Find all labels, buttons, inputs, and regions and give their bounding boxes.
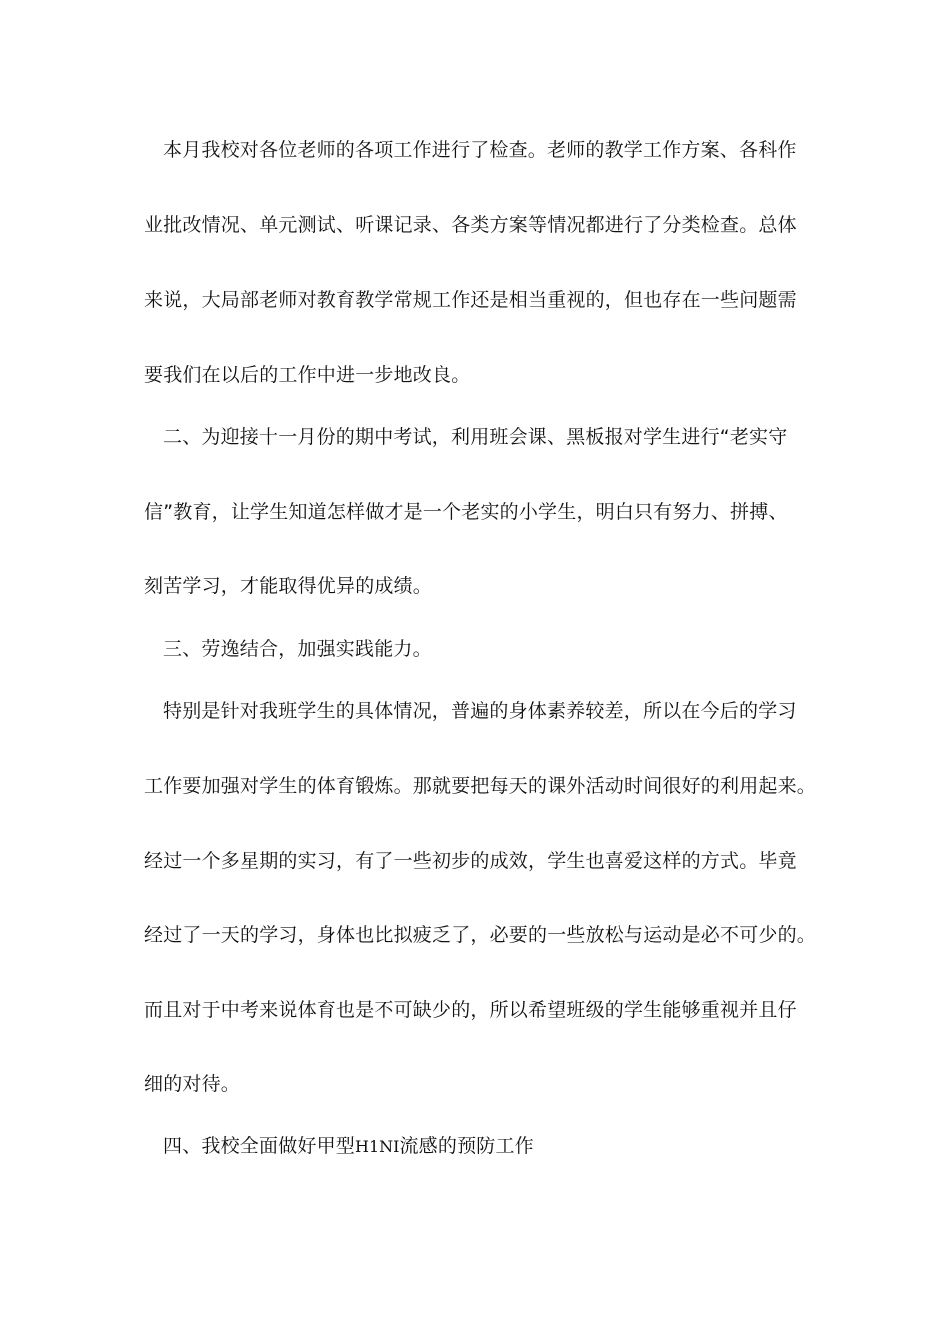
section-3-heading: 三、劳逸结合，加强实践能力。	[163, 638, 432, 660]
section-4-heading-latin: H1NI	[355, 1137, 400, 1156]
paragraph-4-line-6: 细的对待。	[144, 1073, 241, 1095]
paragraph-4-line-5: 而且对于中考来说体育也是不可缺少的，所以希望班级的学生能够重视并且仔	[144, 999, 797, 1021]
section-4-heading-part-1: 四、我校全面做好甲型	[163, 1135, 356, 1157]
paragraph-4-line-2: 工作要加强对学生的体育锻炼。那就要把每天的课外活动时间很好的利用起来。	[144, 775, 817, 797]
paragraph-4-line-1: 特别是针对我班学生的具体情况，普遍的身体素养较差，所以在今后的学习	[163, 700, 797, 722]
paragraph-4-line-4: 经过了一天的学习，身体也比拟疲乏了，必要的一些放松与运动是必不可少的。	[144, 924, 817, 946]
paragraph-1-line-3: 来说，大局部老师对教育教学常规工作还是相当重视的，但也存在一些问题需	[144, 289, 797, 311]
paragraph-1-line-4: 要我们在以后的工作中进一步地改良。	[144, 364, 471, 386]
paragraph-1-line-1: 本月我校对各位老师的各项工作进行了检查。老师的教学工作方案、各科作	[163, 139, 797, 161]
section-4-heading-part-3: 流感的预防工作	[399, 1135, 534, 1157]
paragraph-2-line-2: 信”教育，让学生知道怎样做才是一个老实的小学生，明白只有努力、拼搏、	[144, 501, 788, 523]
paragraph-2-line-3: 刻苦学习，才能取得优异的成绩。	[144, 575, 433, 597]
paragraph-1-line-2: 业批改情况、单元测试、听课记录、各类方案等情况都进行了分类检查。总体	[144, 214, 797, 236]
paragraph-4-line-3: 经过一个多星期的实习，有了一些初步的成效，学生也喜爱这样的方式。毕竟	[144, 850, 797, 872]
paragraph-2-line-1: 二、为迎接十一月份的期中考试，利用班会课、黑板报对学生进行“老实守	[163, 426, 788, 448]
section-4-heading	[163, 1134, 843, 1159]
